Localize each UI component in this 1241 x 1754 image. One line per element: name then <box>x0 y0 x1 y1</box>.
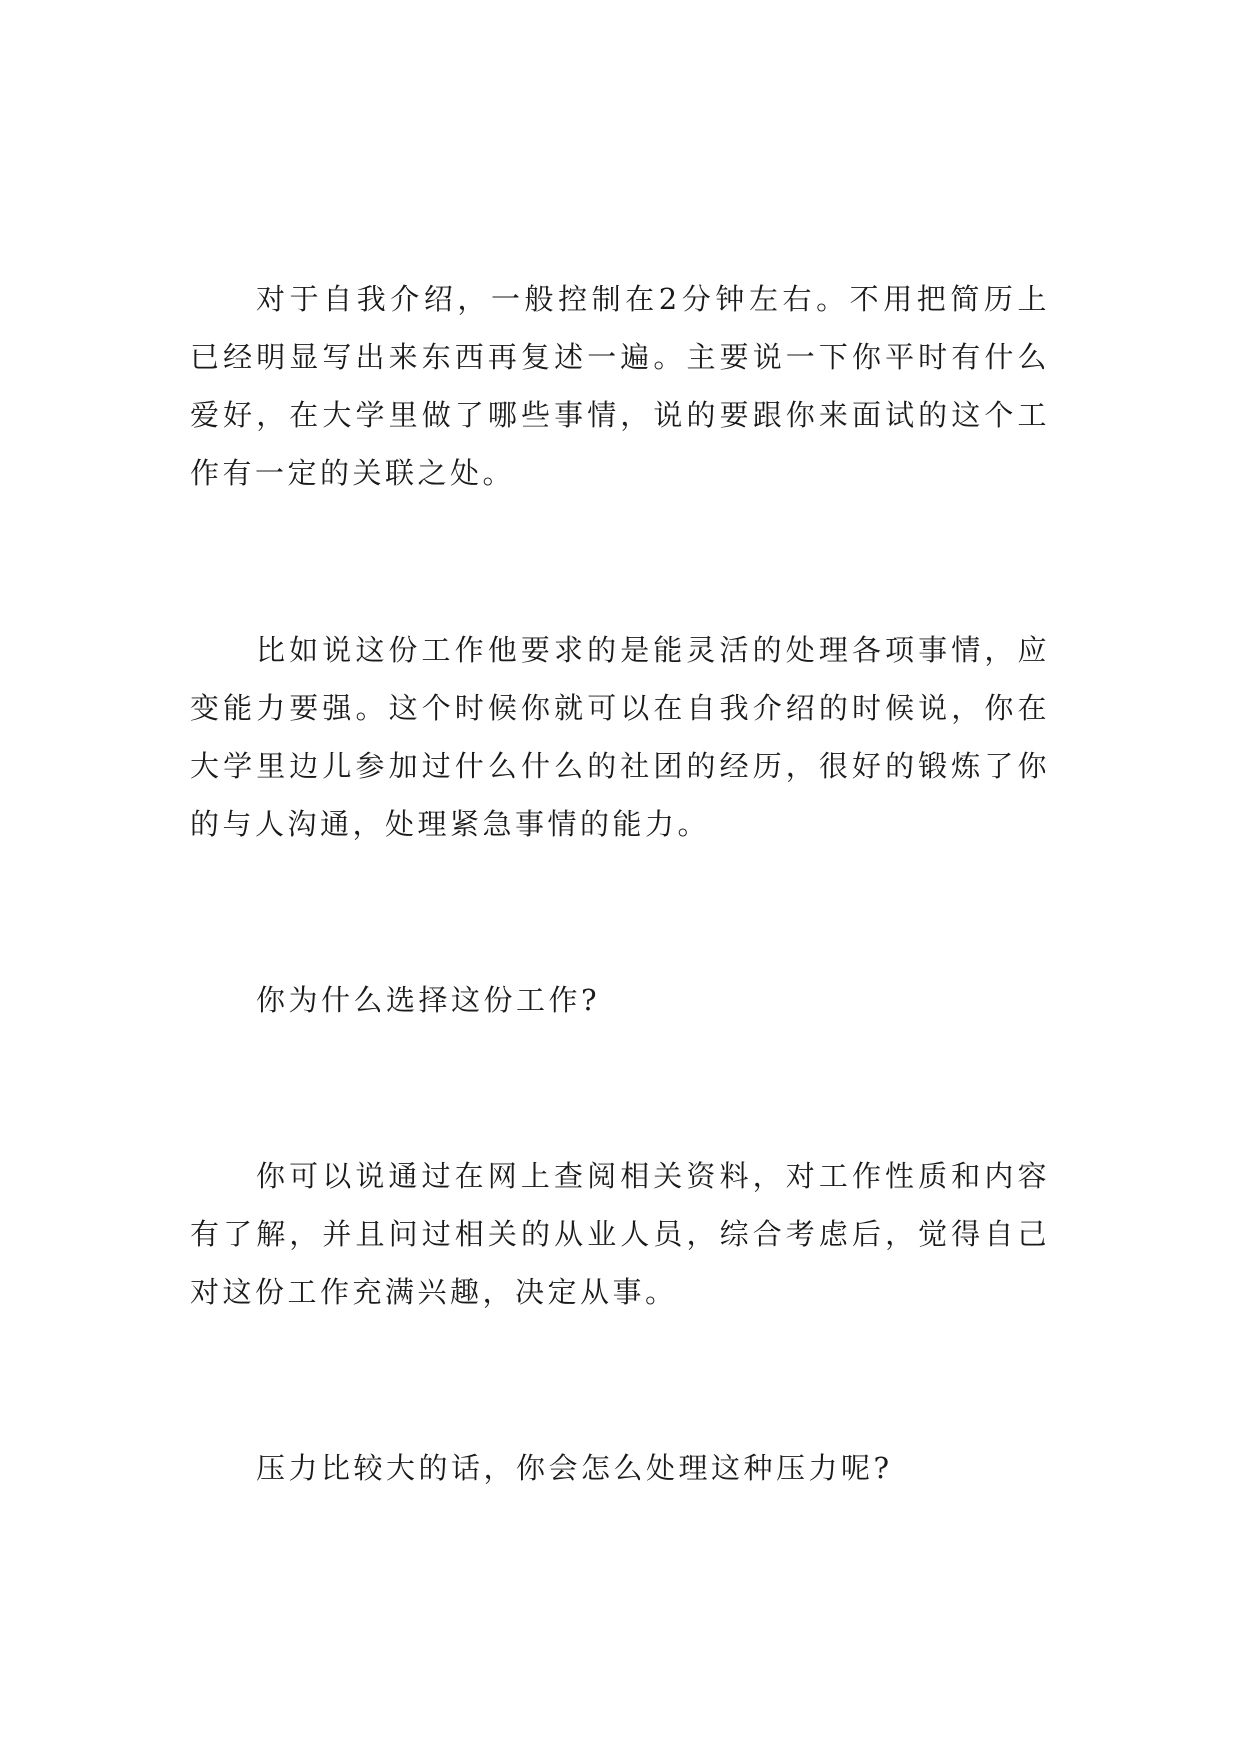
paragraph-self-introduction: 对于自我介绍，一般控制在2分钟左右。不用把简历上已经明显写出来东西再复述一遍。主要说一下你平时有什么爱好，在大学里做了哪些事情，说的要跟你来面试的这个工作有一定的关联之处。 <box>190 282 1050 490</box>
question-handle-pressure: 压力比较大的话，你会怎么处理这种压力呢? <box>256 1451 893 1485</box>
paragraph-example: 比如说这份工作他要求的是能灵活的处理各项事情，应变能力要强。这个时候你就可以在自我介绍的时候说，你在大学里边儿参加过什么什么的社团的经历，很好的锻炼了你的与人沟通，处理紧急事情的能力。 <box>190 633 1050 841</box>
question-why-this-job: 你为什么选择这份工作? <box>256 983 601 1017</box>
paragraph-answer: 你可以说通过在网上查阅相关资料，对工作性质和内容有了解，并且问过相关的从业人员，综合考虑后，觉得自己对这份工作充满兴趣，决定从事。 <box>190 1159 1050 1309</box>
